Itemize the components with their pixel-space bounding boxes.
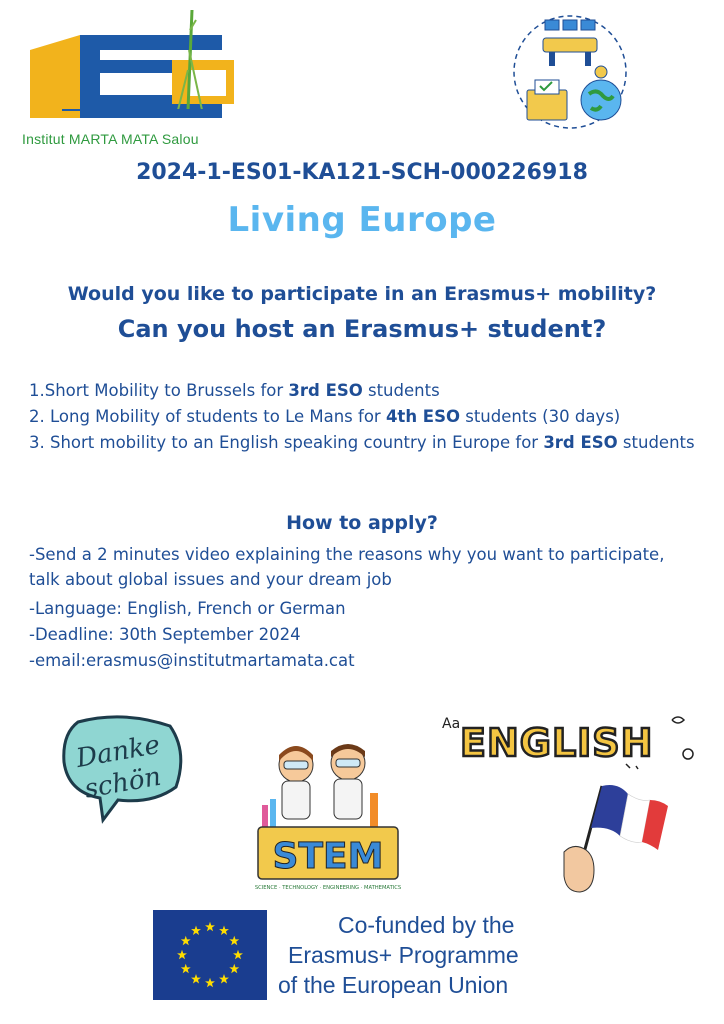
mobility-text: 3. Short mobility to an English speaking country in Europe for (29, 433, 544, 452)
question-host: Can you host an Erasmus+ student? (117, 315, 607, 343)
stem-caption: SCIENCE · TECHNOLOGY · ENGINEERING · MATHEMATICS (254, 885, 402, 891)
mobility-text: 1.Short Mobility to Brussels for (29, 381, 289, 400)
mobility-level: 4th ESO (385, 407, 460, 426)
mobility-item (29, 378, 440, 403)
voting-illustration-icon (505, 10, 635, 130)
mobility-level: 3rd ESO (288, 381, 363, 400)
institut-logo (22, 10, 252, 150)
danke-schon-sticker (58, 712, 188, 827)
mobility-text: students (362, 381, 440, 400)
question-participate: Would you like to participate in an Erasmus+ mobility? (67, 283, 657, 305)
english-aa: Aa (442, 716, 461, 732)
apply-deadline: -Deadline: 30th September 2024 (29, 625, 301, 644)
apply-instruction: -Send a 2 minutes video explaining the reasons why you want to participate, talk about global issues and your dream job (29, 545, 665, 589)
eu-flag-icon (153, 910, 267, 1000)
france-flag-icon (558, 780, 670, 898)
mobility-item (29, 430, 699, 455)
logo-caption: Institut MARTA MATA Salou (22, 131, 199, 147)
english-sticker (440, 708, 702, 770)
mobility-text: 2. Long Mobility of students to Le Mans for (29, 407, 386, 426)
mobility-level: 3rd ESO (543, 433, 618, 452)
stem-kids-illustration (248, 735, 408, 895)
apply-language: -Language: English, French or German (29, 599, 346, 618)
mobility-item (29, 404, 620, 429)
apply-email[interactable]: -email:erasmus@institutmartamata.cat (29, 651, 355, 670)
schon-word: schön (82, 761, 164, 805)
mobility-text: students (617, 433, 695, 452)
cofunded-line-2: Erasmus+ Programme (288, 942, 519, 968)
cofunded-line-3: of the European Union (278, 972, 509, 998)
how-to-apply-heading: How to apply? (286, 512, 438, 534)
project-title: Living Europe (227, 200, 497, 240)
cofunded-line-1: Co-funded by the (338, 912, 515, 938)
danke-word: Danke (74, 729, 163, 775)
stem-word: STEM (272, 836, 384, 877)
project-code: 2024-1-ES01-KA121-SCH-000226918 (136, 160, 588, 185)
english-word: ENGLISH (460, 721, 654, 765)
mobility-text: students (30 days) (460, 407, 621, 426)
